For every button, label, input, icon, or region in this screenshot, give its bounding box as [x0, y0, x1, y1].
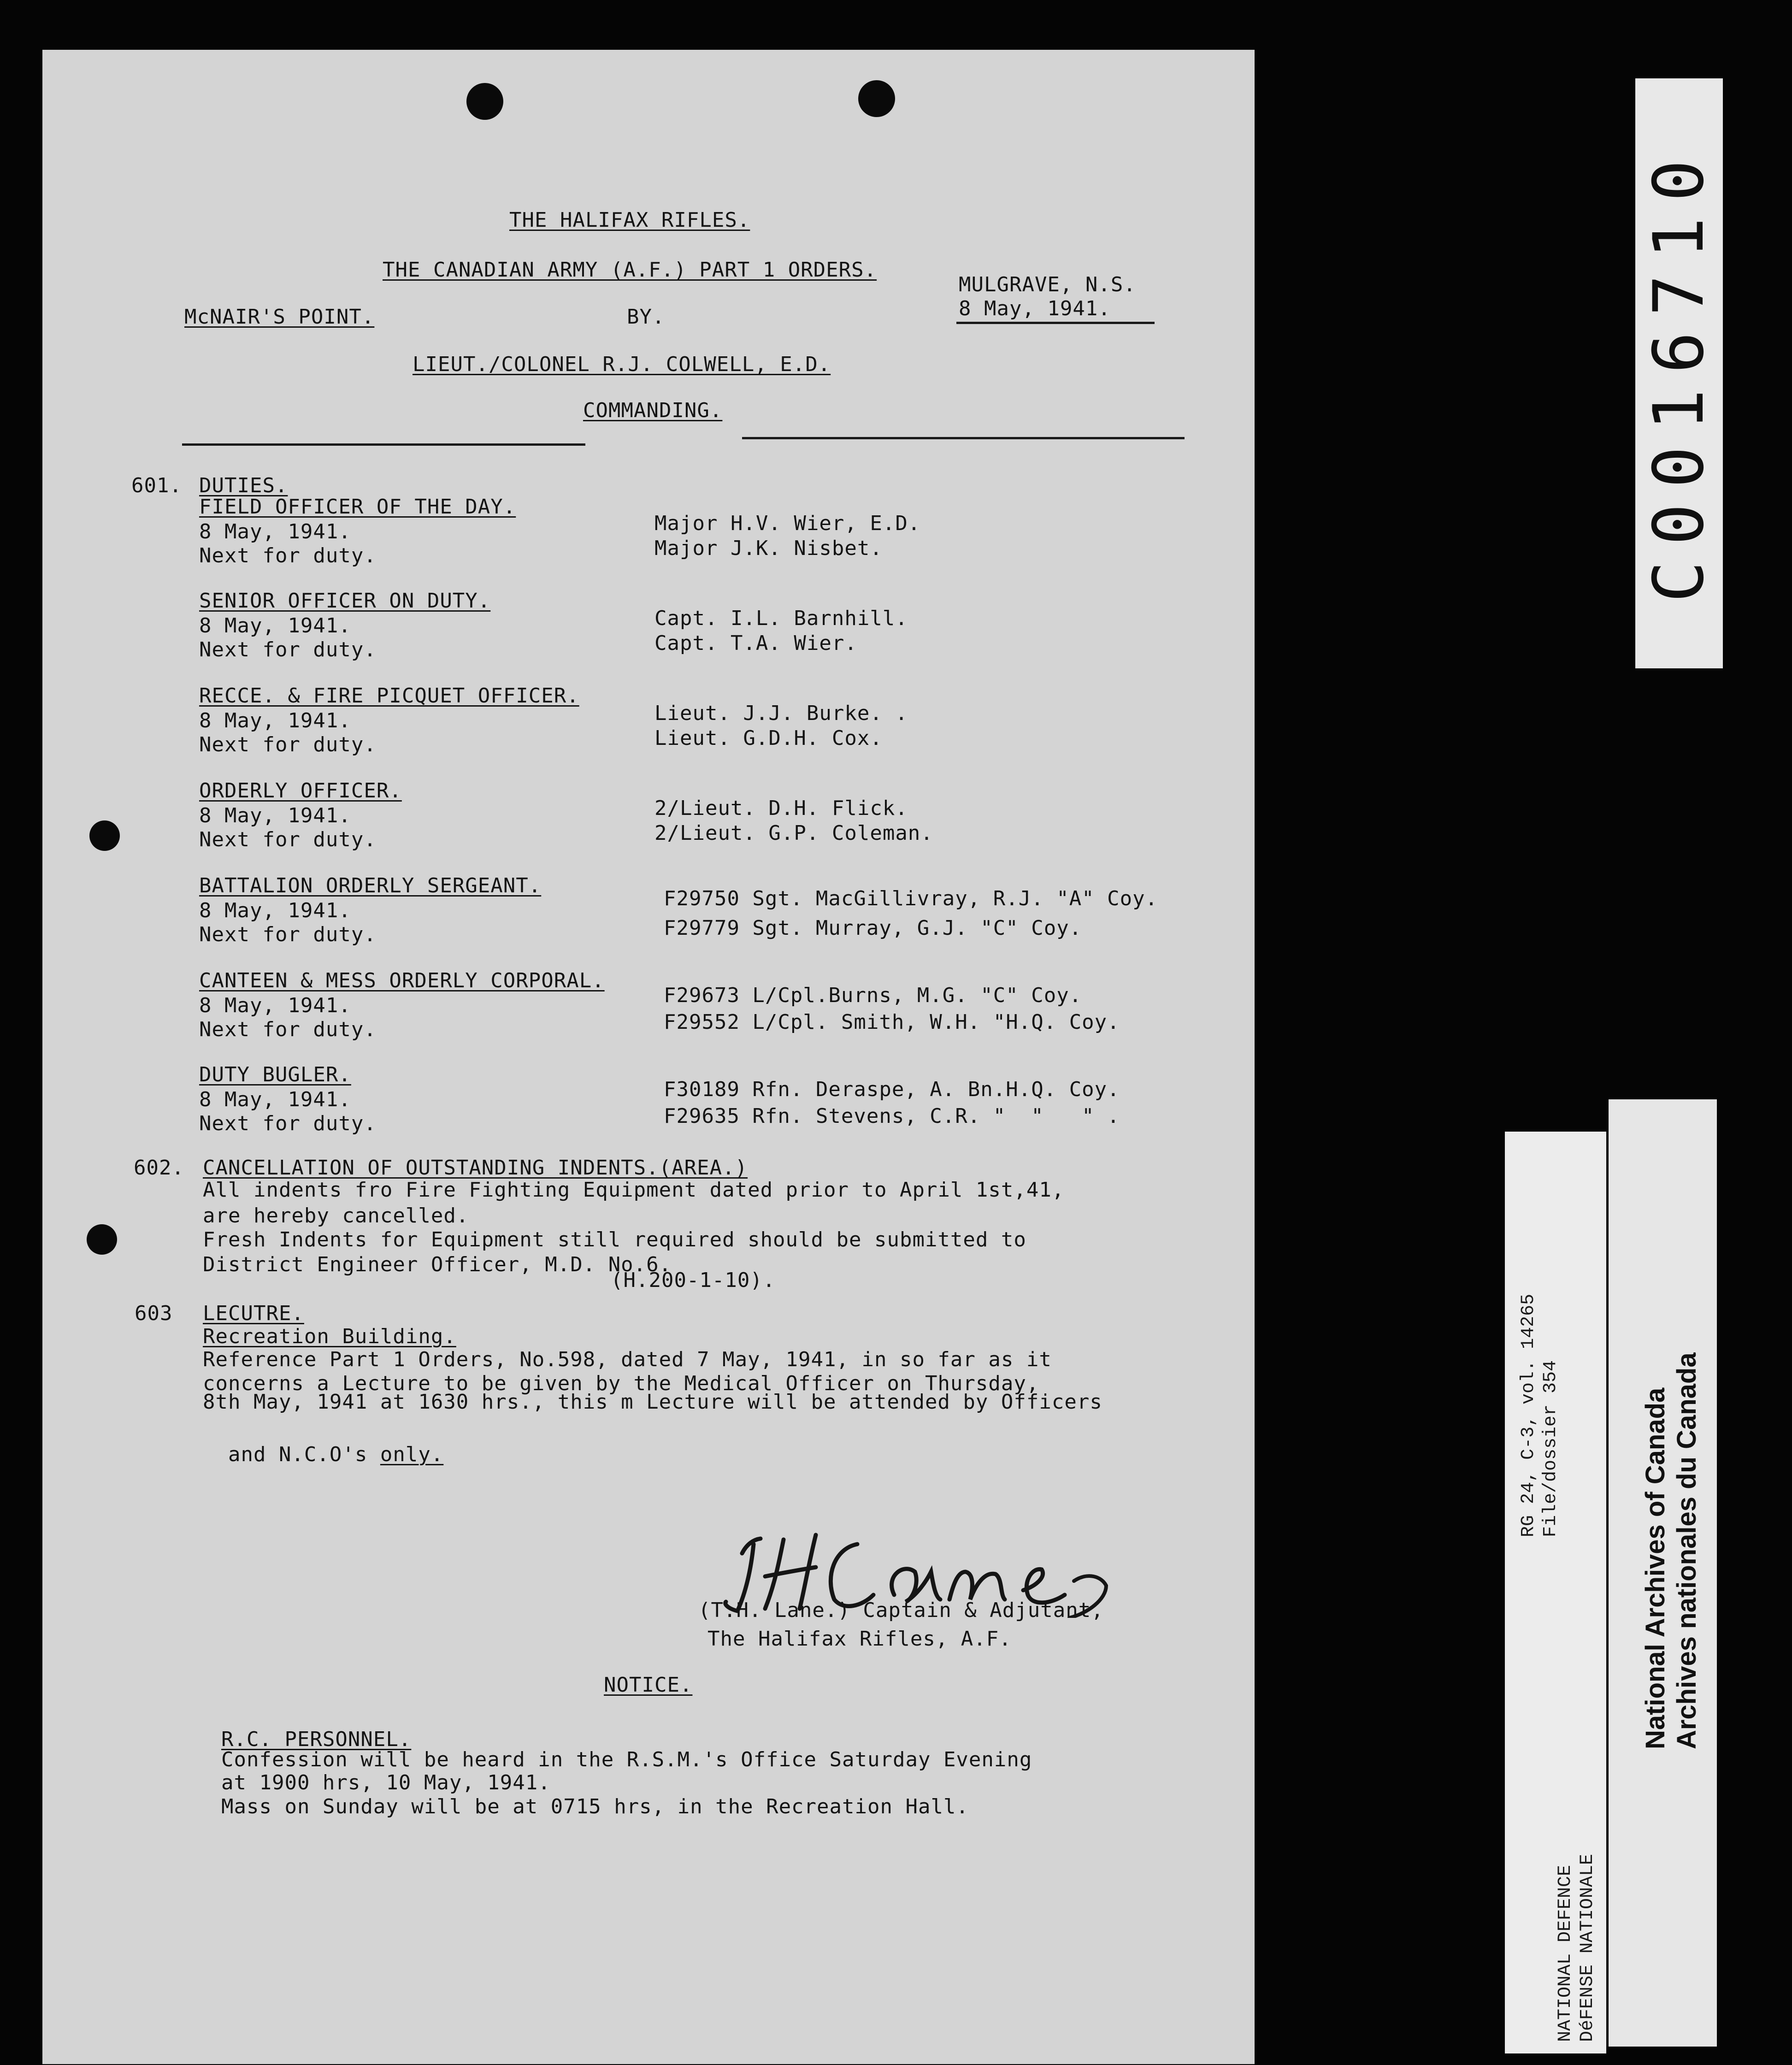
frame-number: C0016710 — [1639, 144, 1719, 603]
duty-next-label: Next for duty. — [199, 828, 377, 851]
notice-subheading: R.C. PERSONNEL. — [221, 1728, 412, 1751]
duty-on-name: F30189 Rfn. Deraspe, A. Bn.H.Q. Coy. — [664, 1078, 1120, 1101]
duty-date: 8 May, 1941. — [199, 709, 351, 732]
duty-next-label: Next for duty. — [199, 1112, 377, 1135]
body-line: concerns a Lecture to be given by the Medical Officer on Thursday, — [203, 1372, 1039, 1395]
section-heading: CANCELLATION OF OUTSTANDING INDENTS.(AREA.) — [203, 1156, 748, 1180]
duty-title: ORDERLY OFFICER. — [199, 779, 402, 802]
record-group-line: RG 24, C-3, vol. 14265 — [1518, 1293, 1539, 1537]
commanding-label: COMMANDING. — [583, 399, 723, 422]
duty-title: BATTALION ORDERLY SERGEANT. — [199, 874, 542, 897]
header-rule-left — [182, 443, 585, 446]
body-line: Mass on Sunday will be at 0715 hrs, in the Recreation Hall. — [221, 1795, 969, 1818]
duty-next-name: F29635 Rfn. Stevens, C.R. " " " . — [664, 1104, 1120, 1128]
emphasis-text: only. — [380, 1443, 444, 1466]
archives-name-fr: Archives nationales du Canada — [1672, 1352, 1702, 1749]
duty-title: RECCE. & FIRE PICQUET OFFICER. — [199, 684, 579, 708]
body-line: 8th May, 1941 at 1630 hrs., this m Lecture will be attended by Officers — [203, 1390, 1102, 1414]
duty-date: 8 May, 1941. — [199, 804, 351, 827]
body-line: District Engineer Officer, M.D. No.6. — [203, 1253, 672, 1276]
duty-next-name: 2/Lieut. G.P. Coleman. — [654, 821, 933, 845]
duty-date: 8 May, 1941. — [199, 899, 351, 922]
punch-hole — [87, 1224, 117, 1255]
duty-on-name: Lieut. J.J. Burke. . — [654, 702, 908, 725]
archive-reference-label — [1505, 1132, 1606, 2053]
duty-date: 8 May, 1941. — [199, 994, 351, 1017]
duty-date: 8 May, 1941. — [199, 520, 351, 543]
file-reference: (H.200-1-10). — [611, 1268, 776, 1292]
date-underline — [956, 322, 1155, 324]
duty-title: DUTY BUGLER. — [199, 1063, 351, 1086]
body-line: at 1900 hrs, 10 May, 1941. — [221, 1771, 551, 1794]
body-line — [203, 1419, 443, 1467]
section-number: 602. — [134, 1156, 184, 1180]
duty-title: FIELD OFFICER OF THE DAY. — [199, 495, 516, 519]
notice-heading: NOTICE. — [604, 1673, 693, 1697]
department-line: DéFENSE NATIONALE — [1577, 1853, 1598, 2042]
duty-title: SENIOR OFFICER ON DUTY. — [199, 589, 491, 613]
commander-name: LIEUT./COLONEL R.J. COLWELL, E.D. — [413, 353, 831, 376]
duty-next-label: Next for duty. — [199, 638, 377, 661]
order-date: 8 May, 1941. — [959, 297, 1111, 320]
duty-next-name: Lieut. G.D.H. Cox. — [654, 726, 883, 750]
department-line: NATIONAL DEFENCE — [1555, 1864, 1576, 2042]
section-heading: LECUTRE. — [203, 1302, 304, 1325]
body-text: and N.C.O's — [228, 1443, 380, 1466]
duty-next-name: F29779 Sgt. Murray, G.J. "C" Coy. — [664, 916, 1082, 940]
section-heading: DUTIES. — [199, 474, 288, 497]
by-label: BY. — [627, 305, 665, 329]
punch-hole — [466, 83, 503, 120]
duty-next-label: Next for duty. — [199, 544, 377, 567]
duty-date: 8 May, 1941. — [199, 1088, 351, 1111]
duty-on-name: F29673 L/Cpl.Burns, M.G. "C" Coy. — [664, 984, 1082, 1007]
frame-number-stamp — [1635, 78, 1723, 668]
duty-on-name: Major H.V. Wier, E.D. — [654, 512, 921, 535]
duty-next-name: Capt. T.A. Wier. — [654, 631, 857, 655]
section-subheading: Recreation Building. — [203, 1325, 456, 1348]
archives-name-en: National Archives of Canada — [1640, 1387, 1670, 1749]
punch-hole — [858, 80, 895, 117]
section-number: 601. — [131, 474, 182, 497]
duty-title: CANTEEN & MESS ORDERLY CORPORAL. — [199, 969, 605, 992]
duty-on-name: 2/Lieut. D.H. Flick. — [654, 796, 908, 820]
unit-title: THE HALIFAX RIFLES. — [509, 208, 750, 232]
header-rule-right — [742, 437, 1185, 439]
place-left: McNAIR'S POINT. — [184, 305, 375, 329]
duty-next-name: F29552 L/Cpl. Smith, W.H. "H.Q. Coy. — [664, 1010, 1120, 1034]
section-number: 603 — [135, 1302, 173, 1325]
body-line: Confession will be heard in the R.S.M.'s Office Saturday Evening — [221, 1748, 1032, 1771]
body-line: are hereby cancelled. — [203, 1204, 469, 1227]
duty-next-label: Next for duty. — [199, 733, 377, 756]
national-archives-label — [1609, 1099, 1717, 2047]
place-right: MULGRAVE, N.S. — [959, 273, 1136, 296]
duty-on-name: Capt. I.L. Barnhill. — [654, 607, 908, 630]
punch-hole — [89, 820, 120, 851]
orders-title: THE CANADIAN ARMY (A.F.) PART 1 ORDERS. — [383, 258, 877, 282]
duty-next-label: Next for duty. — [199, 923, 377, 946]
signature-line: (T.H. Lane.) Captain & Adjutant, — [698, 1599, 1104, 1622]
body-line: All indents fro Fire Fighting Equipment dated prior to April 1st,41, — [203, 1178, 1065, 1202]
duty-date: 8 May, 1941. — [199, 614, 351, 637]
duty-next-name: Major J.K. Nisbet. — [654, 537, 883, 560]
duty-on-name: F29750 Sgt. MacGillivray, R.J. "A" Coy. — [664, 887, 1158, 910]
body-line: Fresh Indents for Equipment still required should be submitted to — [203, 1228, 1026, 1251]
duty-next-label: Next for duty. — [199, 1018, 377, 1041]
file-dossier-line: File/dossier 354 — [1540, 1360, 1561, 1537]
body-line: Reference Part 1 Orders, No.598, dated 7 May, 1941, in so far as it — [203, 1348, 1052, 1371]
signature-line: The Halifax Rifles, A.F. — [707, 1627, 1012, 1651]
